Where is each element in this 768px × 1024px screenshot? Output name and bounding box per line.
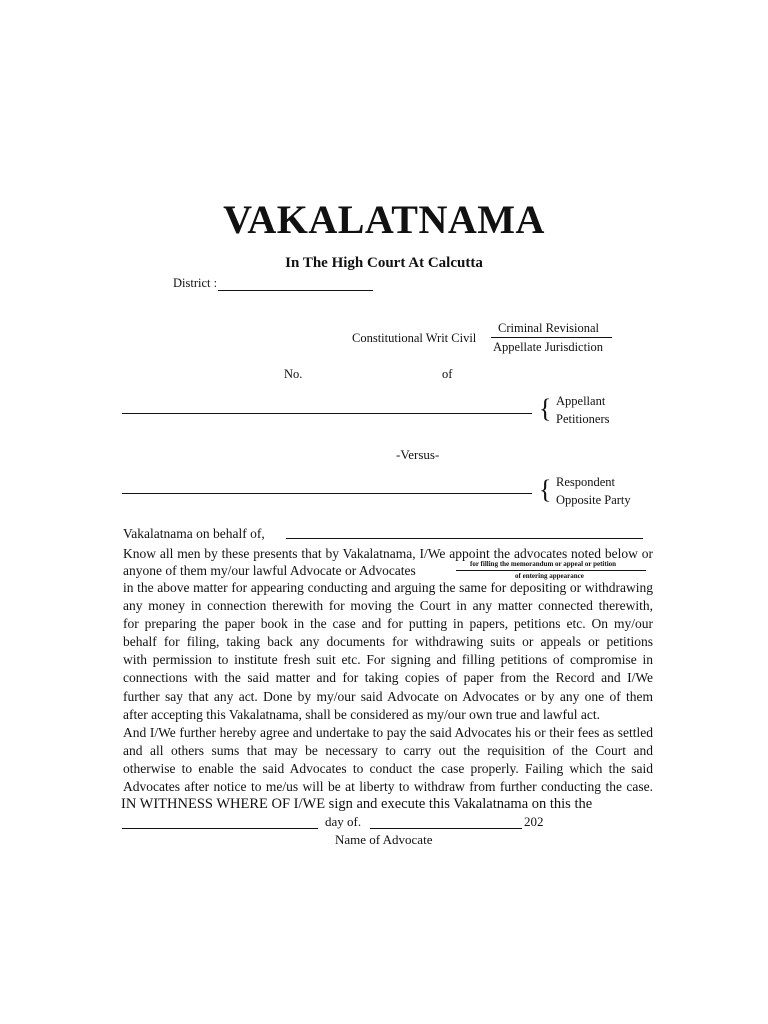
body-paragraph-line: behalf for filing, taking back any documents for withdrawing suits or appeals or petitions xyxy=(123,634,653,650)
respondent-name-field[interactable] xyxy=(122,493,532,494)
writ-civil-label: Constitutional Writ Civil xyxy=(352,331,477,345)
court-name: In The High Court At Calcutta xyxy=(285,255,483,271)
district-field[interactable] xyxy=(218,290,373,291)
body-paragraph-line: And I/We further hereby agree and undertake to pay the said Advocates his or their fees as settled xyxy=(123,724,653,740)
year-label: 202 xyxy=(524,814,544,829)
body-paragraph-line: any money in connection therewith for moving the Court in any matter connected therewith, xyxy=(123,598,653,614)
appellant-name-field[interactable] xyxy=(122,413,532,414)
petitioners-label: Petitioners xyxy=(556,412,610,426)
body-paragraph xyxy=(123,579,653,796)
body-paragraph-line: with permission to institute fresh suit etc. For signing and filling petitions of compromise in xyxy=(123,652,653,668)
criminal-revisional-label: Criminal Revisional xyxy=(498,321,600,335)
body-paragraph-line: Advocates after notice to me/us will be at liberty to withdraw from further conducting the case. xyxy=(123,779,653,795)
advocate-name-label: Name of Advocate xyxy=(335,832,433,847)
body-line-2: anyone of them my/our lawful Advocate or Advocates xyxy=(123,563,416,578)
day-of-label: day of. xyxy=(325,814,362,829)
appellate-jurisdiction-label: Appellate Jurisdiction xyxy=(493,340,604,354)
body-paragraph-line: otherwise to enable the said Advocates to conduct the case properly. Failing which the said xyxy=(123,760,653,776)
opposite-party-label: Opposite Party xyxy=(556,493,631,507)
document-title: VAKALATNAMA xyxy=(223,197,545,242)
date-field[interactable] xyxy=(370,828,522,829)
respondent-label: Respondent xyxy=(556,475,616,489)
witness-line: IN WITHNESS WHERE OF I/WE sign and execute this Vakalatnama on this the xyxy=(121,796,593,812)
district-label: District : xyxy=(173,276,218,290)
note-appearance: of entering appearance xyxy=(515,572,584,580)
on-behalf-label: Vakalatnama on behalf of, xyxy=(123,526,265,541)
jurisdiction-divider xyxy=(491,337,612,338)
appellant-brace: { xyxy=(539,394,552,423)
on-behalf-field[interactable] xyxy=(286,538,643,539)
note-memorandum: for filling the memorandum or appeal or petition xyxy=(470,560,617,568)
case-of-label: of xyxy=(442,367,453,381)
versus-label: -Versus- xyxy=(396,447,440,462)
signature-field[interactable] xyxy=(122,828,318,829)
respondent-brace: { xyxy=(539,475,552,504)
case-no-label: No. xyxy=(284,367,303,381)
body-paragraph-line: connections with the said matter and for taking copies of paper from the Record and I/We xyxy=(123,670,653,686)
body-line-1: Know all men by these presents that by Vakalatnama, I/We appoint the advocates noted below or xyxy=(123,546,653,561)
body-paragraph-line: after accepting this Vakalatnama, shall be considered as my/our own true and lawful act. xyxy=(123,706,600,722)
note-divider xyxy=(456,570,646,571)
appellant-label: Appellant xyxy=(556,394,606,408)
body-paragraph-line: for preparing the paper book in the case and for putting in papers, petitions etc. On my/our xyxy=(123,616,653,632)
body-paragraph-line: and all others sums that may be necessary to carry out the requisition of the Court and xyxy=(123,742,653,758)
body-paragraph-line: further say that any act. Done by my/our said Advocate on Advocates or by any one of them xyxy=(123,688,653,704)
body-paragraph-line: in the above matter for appearing conducting and arguing the same for depositing or withdrawing xyxy=(123,580,653,595)
